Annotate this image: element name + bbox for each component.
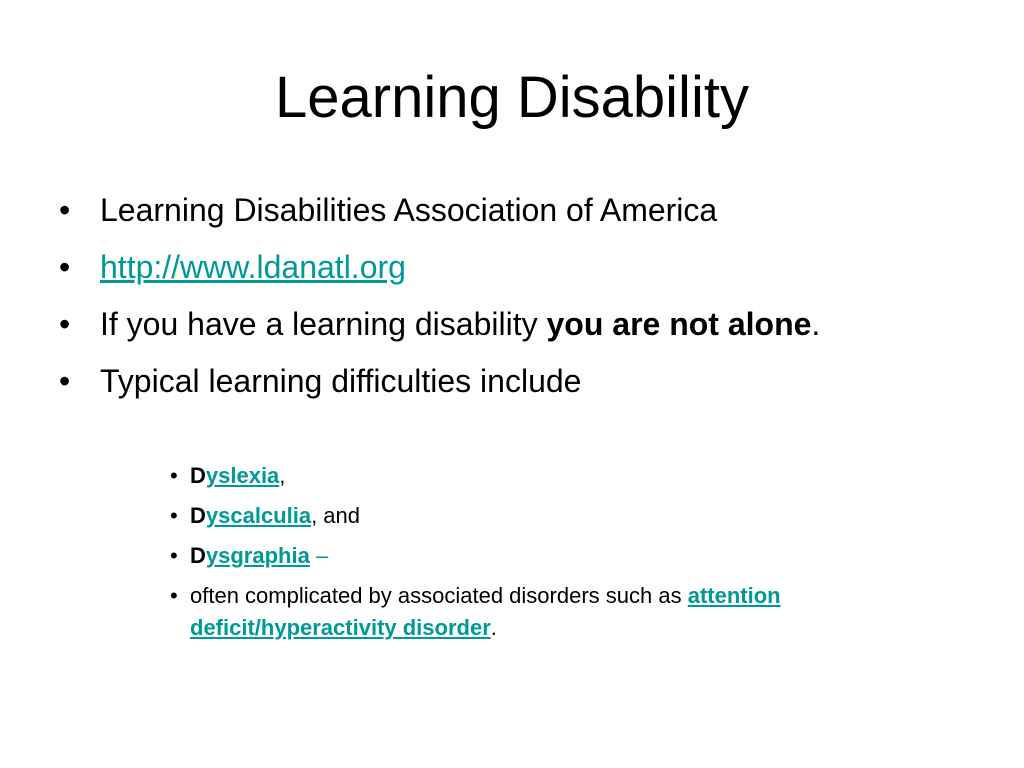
sub-bullet-list: [170, 460, 970, 652]
dysgraphia-link[interactable]: ysgraphia: [205, 543, 310, 568]
bullet-text: Learning Disabilities Association of America: [100, 192, 718, 228]
sub-bullet-initial: D: [190, 543, 206, 568]
sub-bullet-initial: D: [190, 503, 206, 528]
bullet-item: [55, 357, 935, 405]
bullet-list: [55, 186, 935, 414]
sub-bullet-item: [170, 500, 970, 532]
bullet-item: [55, 243, 935, 291]
sub-bullet-item: [170, 580, 970, 644]
sub-bullet-item: [170, 540, 970, 572]
bullet-text: Typical learning difficulties include: [100, 363, 582, 399]
slide-title: Learning Disability: [275, 65, 749, 130]
bullet-dot-icon: •: [59, 249, 71, 285]
bullet-dot-icon: •: [170, 463, 178, 488]
sub-bullet-item: [170, 460, 970, 492]
bullet-dot-icon: •: [59, 363, 71, 399]
bullet-dot-icon: •: [59, 306, 71, 342]
sub-bullet-dash: –: [309, 543, 329, 568]
bullet-text: If you have a learning disability: [100, 306, 547, 342]
bullet-dot-icon: •: [170, 543, 178, 568]
sub-bullet-initial: D: [190, 463, 206, 488]
dyscalculia-link[interactable]: yscalculia: [205, 503, 312, 528]
sub-bullet-text: often complicated by associated disorders such as: [190, 583, 688, 608]
sub-bullet-text: , and: [311, 503, 361, 528]
sub-bullet-text: ,: [279, 463, 286, 488]
bullet-dot-icon: •: [170, 583, 178, 608]
bullet-item: [55, 300, 935, 348]
bullet-dot-icon: •: [170, 503, 178, 528]
bullet-text: .: [811, 306, 821, 342]
adhd-link[interactable]: attention deficit/hyperactivity disorder: [190, 583, 781, 640]
bullet-item: [55, 186, 935, 234]
bullet-dot-icon: •: [59, 192, 71, 228]
website-link[interactable]: http://www.ldanatl.org: [100, 249, 406, 285]
sub-bullet-text: .: [490, 615, 497, 640]
bullet-bold-text: you are not alone: [546, 306, 812, 342]
dyslexia-link[interactable]: yslexia: [205, 463, 280, 488]
